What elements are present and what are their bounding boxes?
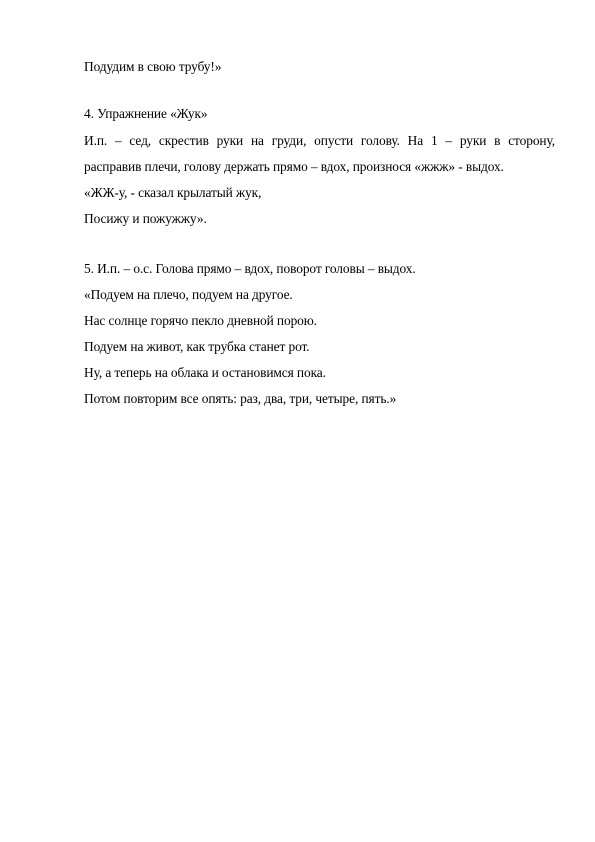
exercise-5-poem-line-3: Подуем на живот, как трубка станет рот.: [84, 339, 310, 354]
exercise-4-poem-line-1: «ЖЖ-у, - сказал крылатый жук,: [84, 185, 262, 200]
exercise-5-poem-line-4: Ну, а теперь на облака и остановимся пока.: [84, 365, 326, 380]
exercise-4-poem-line-2: Посижу и пожужжу».: [84, 211, 207, 226]
exercise-5-heading: 5. И.п. – о.с. Голова прямо – вдох, поворот головы – выдох.: [84, 261, 416, 276]
exercise-4-instruction-line-2: расправив плечи, голову держать прямо – вдох, произнося «жжж» - выдох.: [84, 159, 504, 174]
exercise-4-heading: 4. Упражнение «Жук»: [84, 106, 208, 121]
exercise-5-poem-line-2: Нас солнце горячо пекло дневной порою.: [84, 313, 317, 328]
exercise-5-poem-line-1: «Подуем на плечо, подуем на другое.: [84, 287, 293, 302]
text-line-trumpet-ending: Подудим в свою трубу!»: [84, 59, 222, 74]
exercise-5-poem-line-5: Потом повторим все опять: раз, два, три, четыре, пять.»: [84, 391, 397, 406]
exercise-4-instruction-line-1: И.п. – сед, скрестив руки на груди, опусти голову. На 1 – руки в сторону,: [84, 133, 555, 148]
